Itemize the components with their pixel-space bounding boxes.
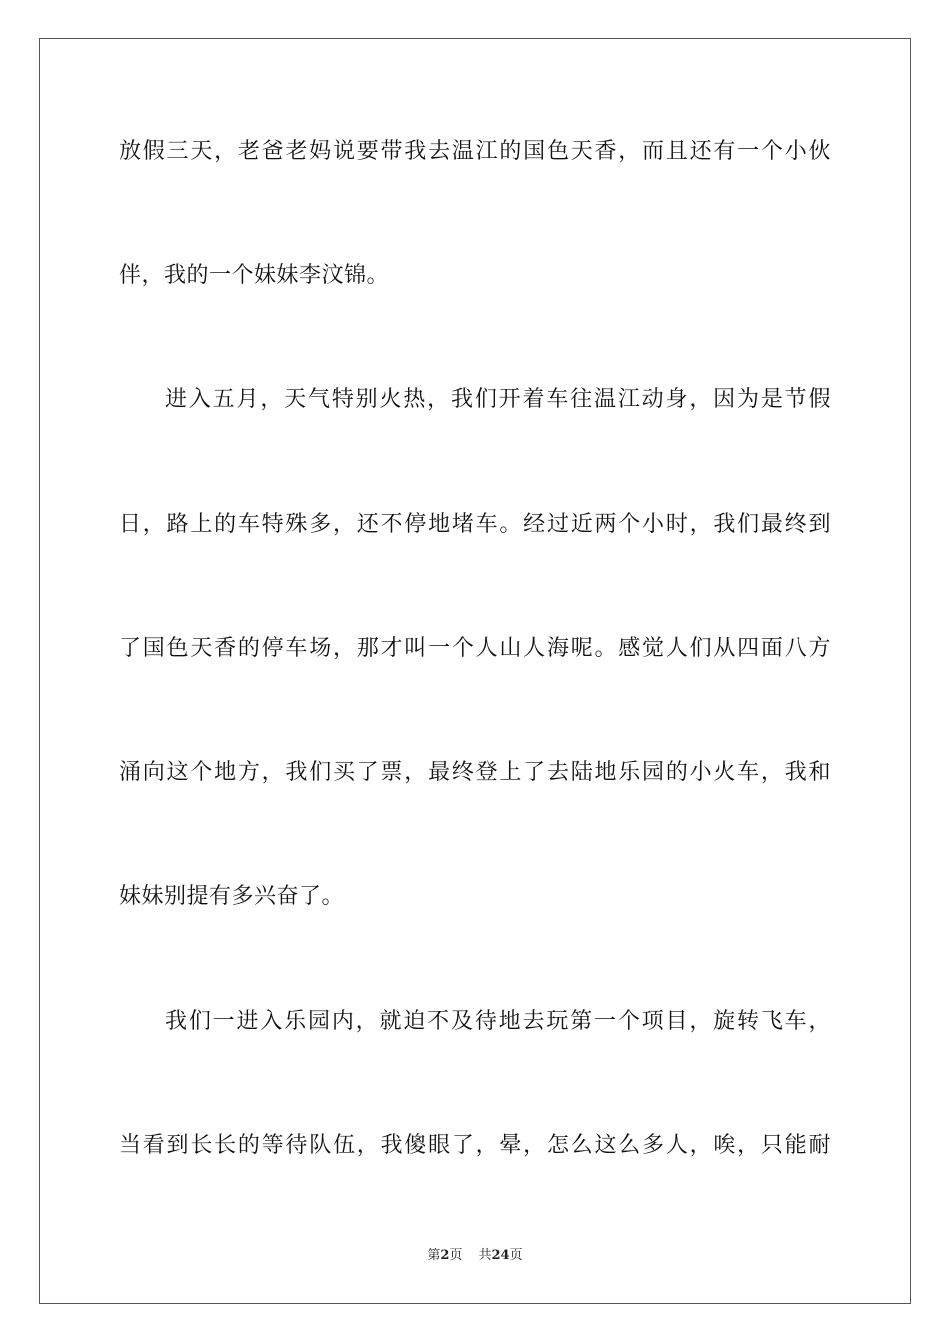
page-suffix: 页 <box>449 1248 463 1263</box>
page-footer <box>0 1247 950 1265</box>
total-prefix: 共 <box>478 1248 492 1263</box>
body-line-2: 伴，我的一个妹妹李汶锦。 <box>119 263 390 288</box>
body-line-1: 放假三天，老爸老妈说要带我去温江的国色天香，而且还有一个小伙 <box>119 139 831 164</box>
page-prefix: 第 <box>427 1248 441 1263</box>
body-line-8: 我们一进入乐园内，就迫不及待地去玩第一个项目，旋转飞车， <box>165 1009 831 1034</box>
body-line-9: 当看到长长的等待队伍，我傻眼了，晕，怎么这么多人，唉，只能耐 <box>119 1133 831 1158</box>
body-line-6: 涌向这个地方，我们买了票，最终登上了去陆地乐园的小火车，我和 <box>119 760 831 785</box>
total-suffix: 页 <box>509 1248 523 1263</box>
total-pages: 24 <box>491 1248 510 1263</box>
page-number: 2 <box>440 1248 450 1263</box>
body-line-4: 日，路上的车特殊多，还不停地堵车。经过近两个小时，我们最终到 <box>119 512 831 537</box>
body-line-5: 了国色天香的停车场，那才叫一个人山人海呢。感觉人们从四面八方 <box>119 636 831 661</box>
body-line-3: 进入五月，天气特别火热，我们开着车往温江动身，因为是节假 <box>165 387 831 412</box>
page-border <box>39 38 911 1304</box>
body-line-7: 妹妹别提有多兴奋了。 <box>119 884 345 909</box>
